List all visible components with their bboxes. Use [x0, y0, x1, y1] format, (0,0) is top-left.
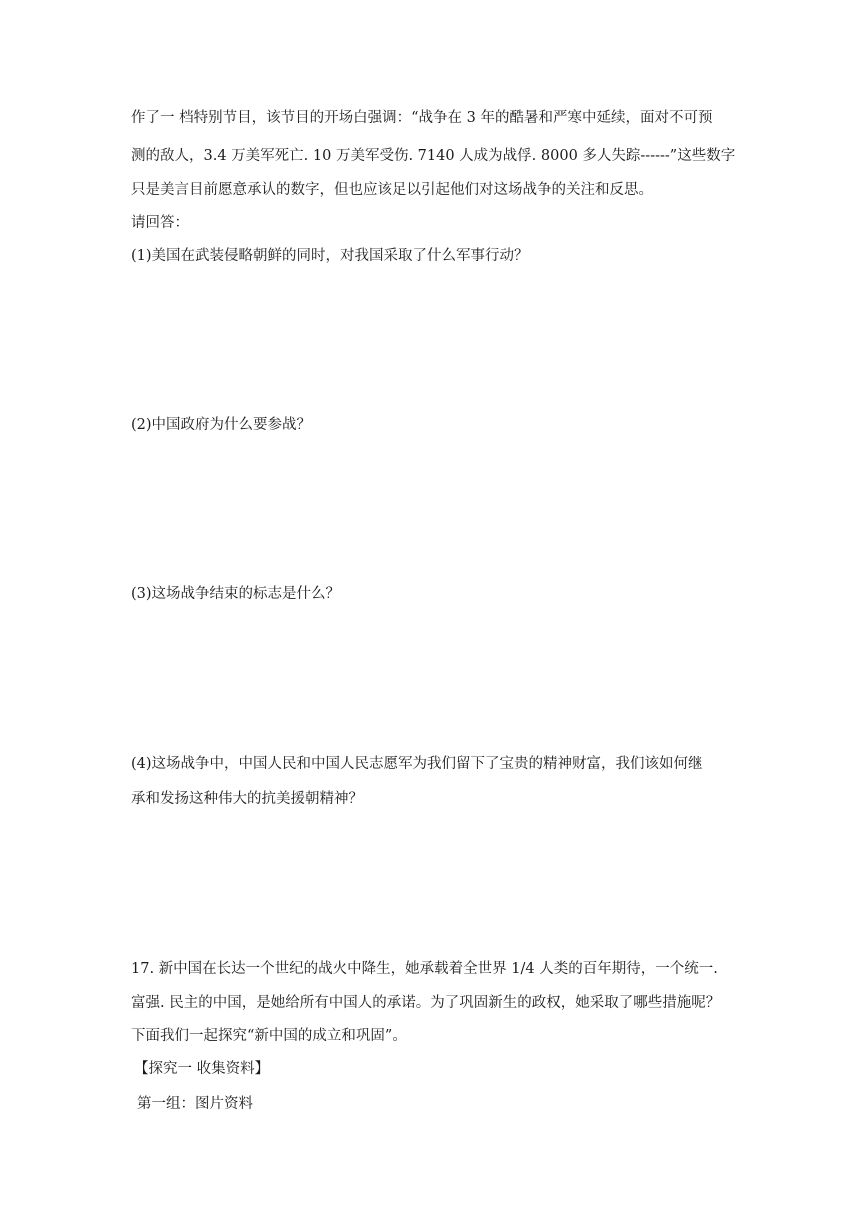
question-1: (1)美国在武装侵略朝鲜的同时，对我国采取了什么军事行动？ [131, 248, 529, 264]
question-3: (3)这场战争结束的标志是什么？ [131, 586, 341, 602]
question-4-continued: 承和发扬这种伟大的抗美援朝精神？ [131, 791, 363, 807]
question-4: (4)这场战争中，中国人民和中国人民志愿军为我们留下了宝贵的精神财富，我们该如何继 [131, 756, 703, 772]
answer-prompt: 请回答： [131, 215, 189, 231]
problem-17-line: 下面我们一起探究“新中国的成立和巩固”。 [131, 1028, 407, 1044]
paragraph-line: 测的敌人，3.4 万美军死亡. 10 万美军受伤. 7140 人成为战俘. 8000 多人失踪------”这些数字 [131, 148, 736, 164]
paragraph-line: 只是美言目前愿意承认的数字，但也应该足以引起他们对这场战争的关注和反思。 [131, 182, 653, 198]
problem-17-line: 17. 新中国在长达一个世纪的战火中降生，她承载着全世界 1/4 人类的百年期待，一个统一. [131, 961, 718, 977]
problem-17-line: 富强. 民主的中国，是她给所有中国人的承诺。为了巩固新生的政权，她采取了哪些措施呢？ [131, 995, 721, 1011]
paragraph-line: 作了一 档特别节目，该节目的开场白强调：“战争在 3 年的酷暑和严寒中延续，面对不可预 [131, 110, 713, 126]
section-heading: 【探究一 收集资料】 [134, 1061, 270, 1077]
group-heading: 第一组：图片资料 [137, 1096, 253, 1112]
question-2: (2)中国政府为什么要参战？ [131, 417, 312, 433]
